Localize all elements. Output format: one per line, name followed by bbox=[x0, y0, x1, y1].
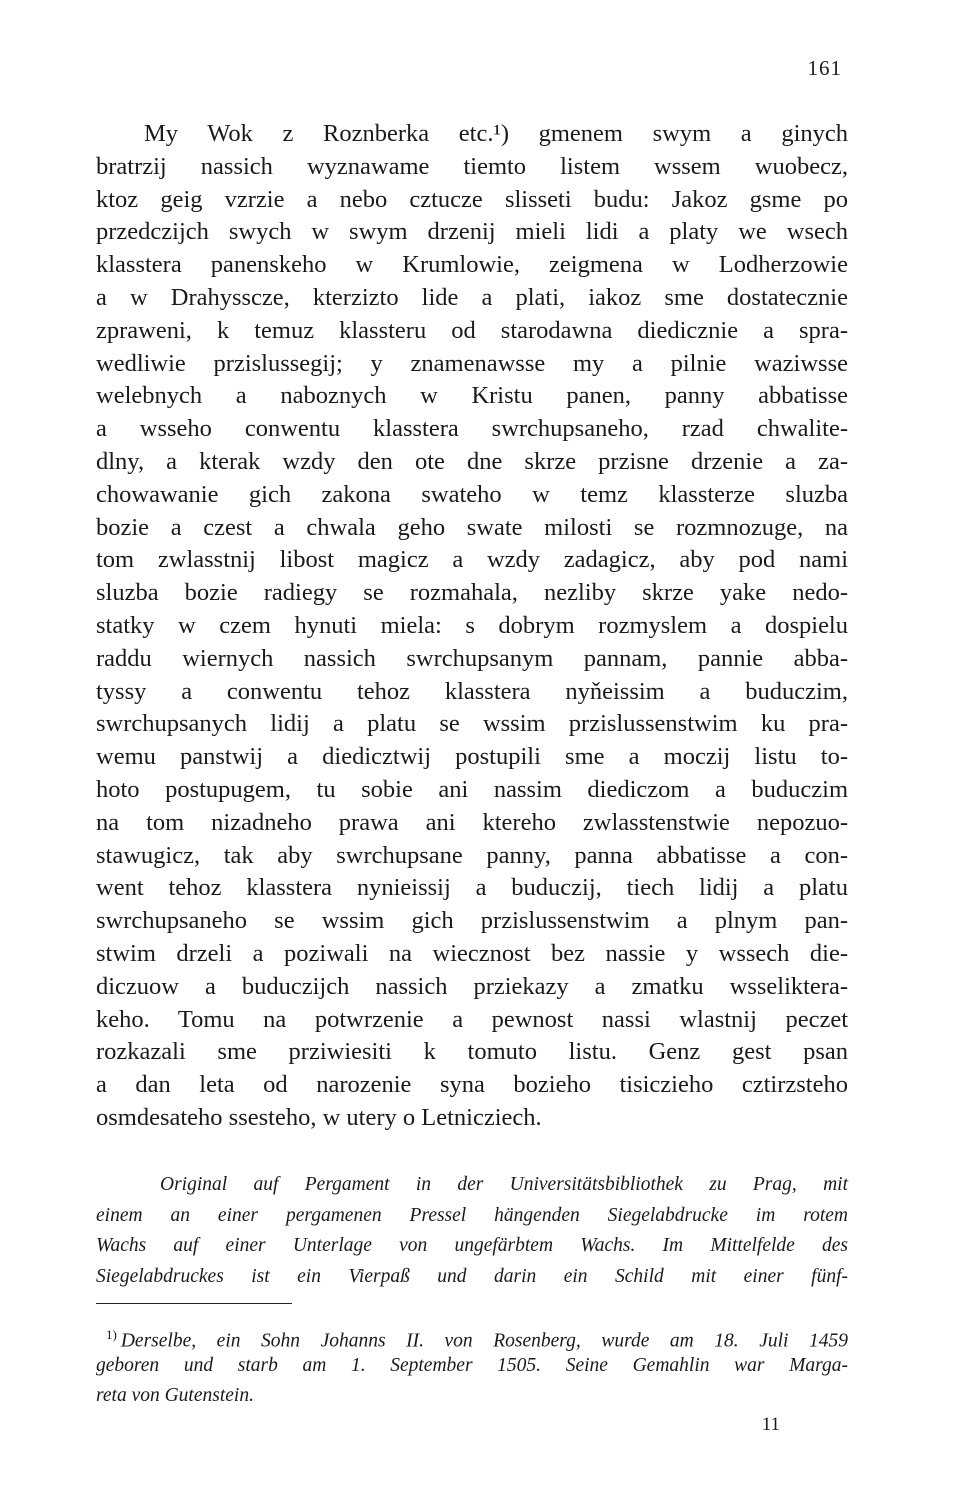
text-line: chowawanie gich zakona swateho w temz klassterze sluzba bbox=[96, 480, 848, 508]
text-line: stawugicz, tak aby swrchupsane panny, panna abbatisse a con- bbox=[96, 841, 848, 869]
footnote-line: geboren und starb am 1. September 1505. Seine Gemahlin war Marga- bbox=[96, 1354, 848, 1376]
footnote-mark: 1) bbox=[106, 1327, 117, 1342]
text-line: hoto postupugem, tu sobie ani nassim diediczom a buduczim bbox=[96, 775, 848, 803]
text-line: diczuow a buduczijch nassich prziekazy a zmatku wsselіktera- bbox=[96, 972, 848, 1000]
source-note bbox=[96, 1170, 848, 1292]
text-line: sluzba bozie radiegy se rozmahala, nezliby skrze yake nedo- bbox=[96, 579, 848, 607]
text-line: a wsseho conwentu klasstera swrchupsaneho, rzad chwalite- bbox=[96, 415, 848, 443]
text-line: rozkazali sme przіwiesiti k tomuto listu. Genz gest psan bbox=[96, 1038, 848, 1066]
note-line: Siegelabdruckes ist ein Vierpaß und darin ein Schild mit einer fünf- bbox=[96, 1265, 848, 1287]
text-line: zpraweni, k temuz klassteru od starodawna diedicznie a spra- bbox=[96, 316, 848, 344]
footnote-rule bbox=[96, 1303, 292, 1304]
text-line: tyssy a conwentu tehoz klasstera nyňeissim a buduczim, bbox=[96, 677, 848, 705]
text-line: ktoz geig vzrzie a nebo cztucze slisseti budu: Jakoz gsme po bbox=[96, 185, 848, 213]
text-line: klasstera panenskeho w Krumlowie, zeigmena w Lodherzowie bbox=[96, 251, 848, 279]
note-line: einem an einer pergamenen Pressel hängenden Siegelabdrucke im rotem bbox=[96, 1204, 848, 1226]
footnote bbox=[96, 1320, 848, 1412]
note-line: Original auf Pergament in der Universitätsbibliothek zu Prag, mit bbox=[160, 1174, 848, 1195]
text-line: stwim drzeli a poziwali na wiecznost bez nassie y wssech die- bbox=[96, 939, 848, 967]
note-line: Wachs auf einer Unterlage von ungefärbtem Wachs. Im Mittelfelde des bbox=[96, 1235, 848, 1256]
signature-mark: 11 bbox=[761, 1414, 780, 1435]
text-line: bratrzij nassich wyznawame tiemto listem wssem wuobecz, bbox=[96, 152, 848, 180]
text-line: My Wok z Roznberka etc.¹) gmenem swym a ginych bbox=[144, 120, 848, 147]
text-line: na tom nizadneho prawa ani ktereho zwlasstenstwie nepozuo- bbox=[96, 808, 848, 836]
text-line: wemu panstwij a diedicztwij postupili sme a moczij listu to- bbox=[96, 743, 848, 771]
text-line: przedczijch swych w swym drzenij mieli lidi a platy we wsech bbox=[96, 218, 848, 246]
text-line: a w Drahyssсze, kterzizto lide a plati, iakoz sme dostatecznie bbox=[96, 283, 848, 311]
text-line: swrchupsaneho se wssim gich przislussenstwim a plnym pan- bbox=[96, 907, 848, 935]
text-line: keho. Tomu na potwrzenie a pewnost nassi wlastnij peczet bbox=[96, 1005, 848, 1033]
text-line: wedliwie przislussegij; y znamenawsse my a pilnie waziwsse bbox=[96, 349, 848, 377]
footnote-text: Derselbe, ein Sohn Johanns II. von Rosenberg, wurde am 18. Juli 1459 bbox=[120, 1330, 848, 1352]
text-line: swrchupsanych lidij a platu se wssim przislussenstwim ku pra- bbox=[96, 710, 848, 738]
text-line: osmdesateho ssesteho, w utery o Letnicziech. bbox=[96, 1103, 542, 1131]
text-line: a dan leta od narozenie syna bozieho tisiczieho cztirzsteho bbox=[96, 1071, 848, 1099]
text-line: dlny, a kterak wzdy den ote dne skrze przisne drzenie a za- bbox=[96, 447, 848, 475]
footnote-line: reta von Gutenstein. bbox=[96, 1385, 254, 1406]
page-number: 161 bbox=[807, 56, 842, 80]
text-line: tom zwlasstnij libost magicz a wzdy zadagicz, aby pod nami bbox=[96, 546, 848, 574]
text-line: bozie a czest a chwala geho swate milosti se rozmnozuge, na bbox=[96, 513, 848, 541]
footnote-line bbox=[96, 1320, 848, 1351]
text-line: went tehoz klasstera nynieissij a buduczij, tiech lidij a platu bbox=[96, 874, 848, 902]
text-line: statky w czem hynuti miela: s dobrym rozmyslem a dospielu bbox=[96, 611, 848, 639]
main-text bbox=[96, 118, 848, 1135]
text-line: raddu wiernych nassich swrchupsanym pannam, pannie abba- bbox=[96, 644, 848, 672]
text-line: welebnych a naboznych w Kristu panen, panny abbatisse bbox=[96, 382, 848, 410]
